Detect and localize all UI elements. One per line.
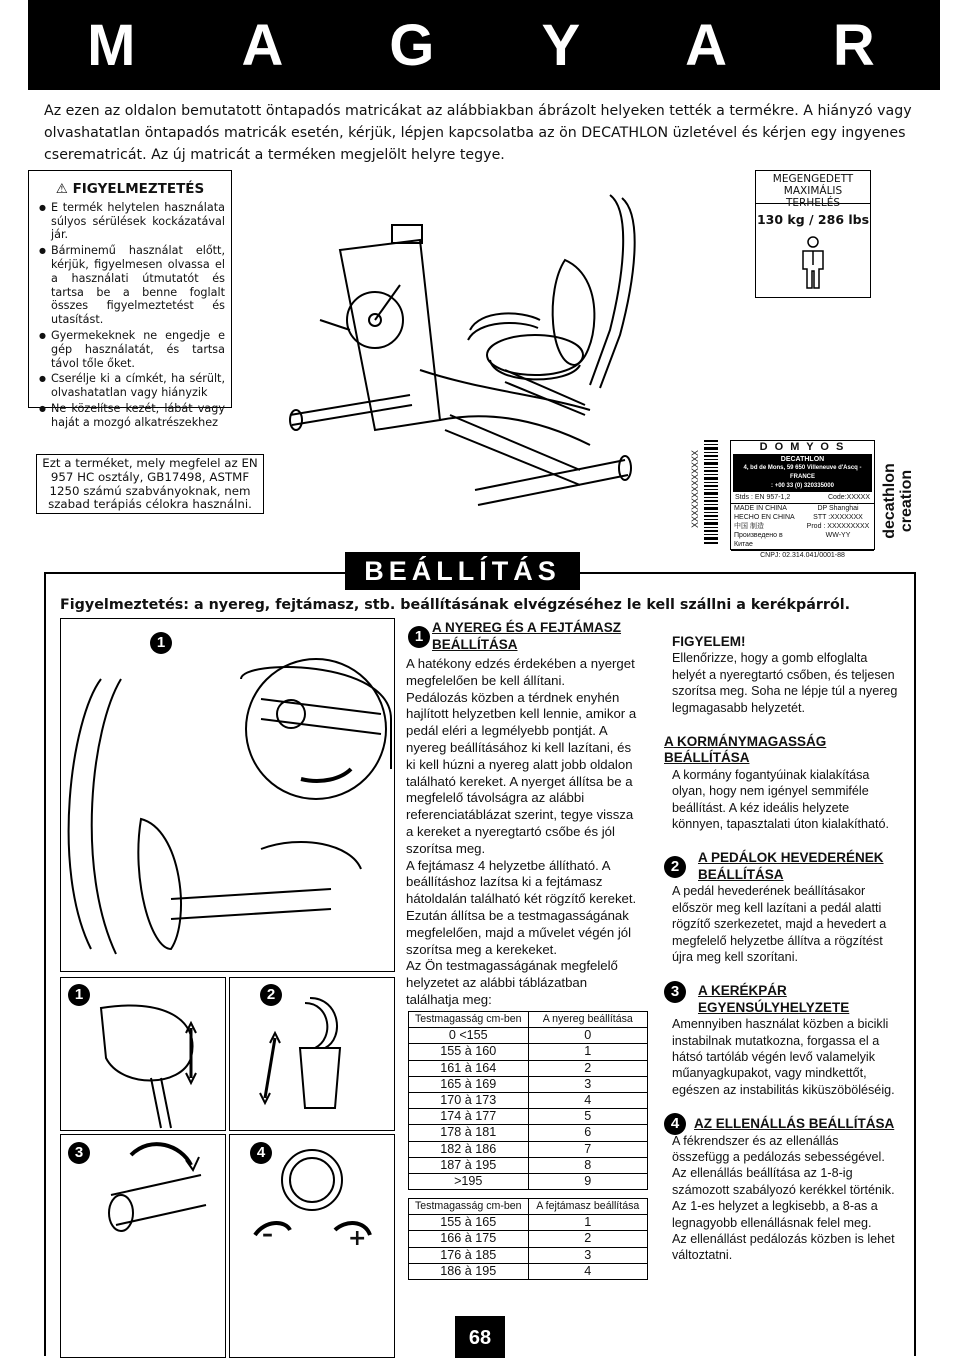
table-row — [409, 1141, 648, 1157]
table-cell: 170 à 173 — [409, 1092, 529, 1108]
figure-number: 1 — [150, 632, 172, 654]
resistance-knob-drawing — [230, 1135, 394, 1357]
label-made-in: HECHO EN CHINA — [734, 514, 795, 521]
seat-headrest-section — [406, 620, 642, 1009]
table-row — [409, 1263, 648, 1279]
seat-height-table — [408, 1011, 648, 1190]
barcode-number: XXXXXXXXXXXXX — [690, 449, 700, 529]
paragraph: Az Ön testmagasságának megfelelő helyzetet az alábbi táblázatban találhatja meg: — [406, 958, 618, 1007]
table-cell: 186 à 195 — [409, 1263, 529, 1279]
paragraph: A kormány fogantyúinak kialakítása olyan, hogy nem igényel semmiféle beállítást. A kéz ideális helyzete könnyen, tapasztalati úton kialakítható. — [672, 767, 890, 832]
table-cell: 6 — [528, 1125, 648, 1141]
product-label — [680, 440, 925, 558]
table-cell: >195 — [409, 1173, 529, 1189]
table-row — [409, 1247, 648, 1263]
max-load-header: MEGENGEDETT MAXIMÁLIS TERHELÉS — [756, 171, 870, 204]
step-heading: A KERÉKPÁR EGYENSÚLYHELYZETE — [698, 983, 850, 1015]
warning-item: ● Cserélje ki a címkét, ha sérült, olvashatatlan vagy hiányzik — [39, 372, 225, 400]
table-cell: 4 — [528, 1263, 648, 1279]
resistance-knob-illustration — [229, 1134, 395, 1358]
table-cell: 2 — [528, 1060, 648, 1076]
paragraph: Az ellenállást pedálozás közben is lehet változtatni. — [672, 1232, 895, 1263]
right-column — [664, 634, 898, 1264]
table-cell: 176 à 185 — [409, 1247, 529, 1263]
table-cell: 187 à 195 — [409, 1157, 529, 1173]
paragraph: Ellenőrizze, hogy a gomb elfoglalta helyét a nyeregtartó csőben, és teljesen szorítsa meg. Soha ne lépje túl a nyereg legmagasabb helyzetét. — [672, 651, 898, 715]
logo-text-creation: creation — [898, 469, 915, 533]
table-cell: 0 — [528, 1028, 648, 1044]
label-cnpj: CNPJ: 02.314.041/0001-88 — [731, 550, 874, 560]
attention-heading: FIGYELEM! — [672, 634, 746, 649]
seat-adjust-illustration — [60, 618, 395, 972]
step-number: 1 — [408, 626, 430, 648]
table-cell: 174 à 177 — [409, 1109, 529, 1125]
table-header: A nyereg beállítása — [528, 1012, 648, 1028]
table-cell: 5 — [528, 1109, 648, 1125]
step-heading: AZ ELLENÁLLÁS BEÁLLÍTÁSA — [694, 1116, 895, 1132]
warning-title: FIGYELMEZTETÉS — [72, 181, 205, 197]
table-cell: 7 — [528, 1141, 648, 1157]
label-dp: DP Shanghai — [817, 505, 859, 512]
paragraph: Az 1-es helyzet a legkisebb, a 8-as a legnagyobb ellenállásnak felel meg. — [672, 1199, 878, 1230]
paragraph: A hatékony edzés érdekében a nyerget megfelelően be kell állítani. — [406, 656, 635, 688]
norm-compliance-box: Ezt a terméket, mely megfelel az EN 957 HC osztály, GB17498, ASTMF 1250 számú szabványoknak, nem szabad terápiás célokra használni. — [36, 454, 264, 514]
label-made-in: Произведено в Китае — [734, 532, 783, 548]
figure-number: 3 — [68, 1142, 90, 1164]
table-row — [409, 1044, 648, 1060]
table-row — [409, 1215, 648, 1231]
table-cell: 166 à 175 — [409, 1231, 529, 1247]
table-row — [409, 1173, 648, 1189]
table-row — [409, 1109, 648, 1125]
language-banner: M A G Y A R — [28, 0, 940, 90]
logo-text-decathlon: decathlon — [881, 463, 898, 539]
exercise-bike-illustration — [280, 170, 660, 530]
pedal-strap-illustration — [229, 977, 395, 1131]
table-cell: 0 <155 — [409, 1028, 529, 1044]
label-made-in: MADE IN CHINA — [734, 505, 787, 512]
step-number: 2 — [664, 856, 686, 878]
step-heading: A PEDÁLOK HEVEDERÉNEK BEÁLLÍTÁSA — [698, 850, 884, 882]
warning-box — [28, 170, 232, 429]
warning-triangle-icon: ⚠ — [55, 181, 68, 197]
label-phone: : +00 33 (0) 320335000 — [771, 483, 834, 489]
warning-item: ● Gyermekeknek ne engedje e gép használatát, és tartsa távol tőle őket. — [39, 329, 225, 370]
table-header: A fejtámasz beállítása — [528, 1199, 648, 1215]
label-company: DECATHLON — [780, 456, 825, 463]
max-load-box — [755, 170, 871, 298]
table-cell: 178 à 181 — [409, 1125, 529, 1141]
max-load-value: 130 kg / 286 lbs — [756, 212, 870, 227]
label-made-in: 中国 制造 — [734, 523, 764, 530]
stabilizer-cap-drawing — [61, 1135, 225, 1357]
table-cell: 9 — [528, 1173, 648, 1189]
table-cell: 155 à 165 — [409, 1215, 529, 1231]
table-cell: 155 à 160 — [409, 1044, 529, 1060]
label-wwyy: WW-YY — [825, 532, 851, 539]
table-cell: 1 — [528, 1215, 648, 1231]
table-row — [409, 1092, 648, 1108]
barcode — [680, 440, 720, 545]
person-icon — [793, 235, 833, 290]
intro-paragraph: Az ezen az oldalon bemutatott öntapadós matricákat az alábbiakban ábrázolt helyeken tették a termékre. A hiányzó vagy olvashatatlan öntapadós matricák esetén, kérjük, lépjen kapcsolatba az ön DECATHLON üzletével és kérjen egy ingyenes cserematricát. Az új matricát a terméken megjelölt helyre tegye. — [44, 103, 912, 163]
table-cell: 182 à 186 — [409, 1141, 529, 1157]
table-cell: 165 à 169 — [409, 1076, 529, 1092]
table-cell: 2 — [528, 1231, 648, 1247]
label-brand: D O M Y O S — [759, 441, 846, 453]
label-panel — [730, 440, 875, 559]
figure-number: 4 — [250, 1142, 272, 1164]
barcode-icon — [704, 440, 718, 545]
label-address: 4, bd de Mons, 59 650 Villeneuve d'Ascq - FRANCE — [743, 465, 862, 480]
warning-title-row — [29, 183, 231, 197]
paragraph: Amennyiben használat közben a bicikli instabilnak mutatkozna, forgassa el a hátsó tartóláb végén levő valamelyik műanyagkupakot, vagy mindkettőt, egészen az instabilitás kiküszöböléséig. — [672, 1017, 895, 1097]
figure-number: 1 — [68, 984, 90, 1006]
decathlon-creation-logo — [876, 444, 920, 544]
seat-adjust-drawing — [61, 619, 394, 971]
paragraph: Az ellenállás beállítása az 1-8-ig számozott szabályozó kerékkel történik. — [672, 1166, 895, 1197]
paragraph: Pedálozás közben a térdnek enyhén hajlított helyzetben kell lennie, amikor a pedál eléri a legmélyebb pontját. A nyereg beállításához ki kell lazítani, és ki kell húzni a nyereg alatt jobb oldalon található kereket. A nyerget állítsa be a megfelelő távolságra az alábbi referenciatáblázat szerint, tegye vissza a kereket a nyeregtartó csőbe és jól szorítsa meg. — [406, 689, 637, 856]
section-title: BEÁLLÍTÁS — [345, 552, 580, 590]
pedal-strap-drawing — [230, 978, 394, 1130]
paragraph: A pedál hevederének beállításakor először meg kell lazítani a pedál alatti rögzítő szerkezetet, majd a hevedert a megfelelő helyzetbe állítva a rögzítést újra meg kell szorítani. — [672, 884, 887, 964]
table-cell: 3 — [528, 1076, 648, 1092]
table-header-row — [409, 1199, 648, 1215]
stabilizer-cap-illustration — [60, 1134, 226, 1358]
label-code: Code:XXXXX — [827, 494, 870, 501]
table-cell: 4 — [528, 1092, 648, 1108]
table-row — [409, 1060, 648, 1076]
warning-item: ● Ne közelítse kezét, lábát vagy haját a mozgó alkatrészekhez — [39, 402, 225, 430]
label-stds: Stds : EN 957-1,2 — [735, 494, 791, 501]
section-warning: Figyelmeztetés: a nyereg, fejtámasz, stb. beállításának elvégzéséhez le kell szállni a kerékpárról. — [60, 597, 851, 613]
table-row — [409, 1028, 648, 1044]
table-row — [409, 1157, 648, 1173]
table-header: Testmagasság cm-ben — [409, 1199, 529, 1215]
paragraph: A fékrendszer és az ellenállás összefügg a pedálozás sebességével. — [672, 1133, 885, 1164]
label-prod: Prod : XXXXXXXXX — [806, 523, 870, 530]
headrest-table — [408, 1198, 648, 1280]
table-row — [409, 1125, 648, 1141]
table-cell: 161 à 164 — [409, 1060, 529, 1076]
warning-item: ● E termék helytelen használata súlyos sérülések kockázatával jár. — [39, 201, 225, 242]
table-header: Testmagasság cm-ben — [409, 1012, 529, 1028]
step-number: 3 — [664, 981, 686, 1003]
page-number: 68 — [455, 1316, 505, 1358]
table-header-row — [409, 1012, 648, 1028]
step-heading: A NYEREG ÉS A FEJTÁMASZ BEÁLLÍTÁSA — [432, 620, 622, 652]
table-cell: 1 — [528, 1044, 648, 1060]
label-stt: STT :XXXXXXX — [813, 514, 863, 521]
paragraph: A fejtámasz 4 helyzetbe állítható. A beállításhoz lazítsa ki a fejtámasz hátoldalán található két rögzítő kereket. Ezután állítsa be a testmagasságának megfelelően, majd a művelet végén jól szorítsa meg a kerekeket. — [406, 857, 637, 957]
table-row — [409, 1076, 648, 1092]
warning-item: ● Bárminemű használat előtt, kérjük, figyelmesen olvassa el a használati útmutatót és tartsa be a benne foglalt összes figyelmeztetést és utasítást. — [39, 244, 225, 327]
figure-number: 2 — [260, 984, 282, 1006]
table-cell: 3 — [528, 1247, 648, 1263]
increase-sign: + — [348, 1226, 367, 1251]
table-cell: 8 — [528, 1157, 648, 1173]
table-row — [409, 1231, 648, 1247]
handlebar-heading: A KORMÁNYMAGASSÁG BEÁLLÍTÁSA — [664, 734, 827, 766]
decrease-sign: – — [262, 1222, 273, 1247]
step-number: 4 — [664, 1113, 686, 1135]
